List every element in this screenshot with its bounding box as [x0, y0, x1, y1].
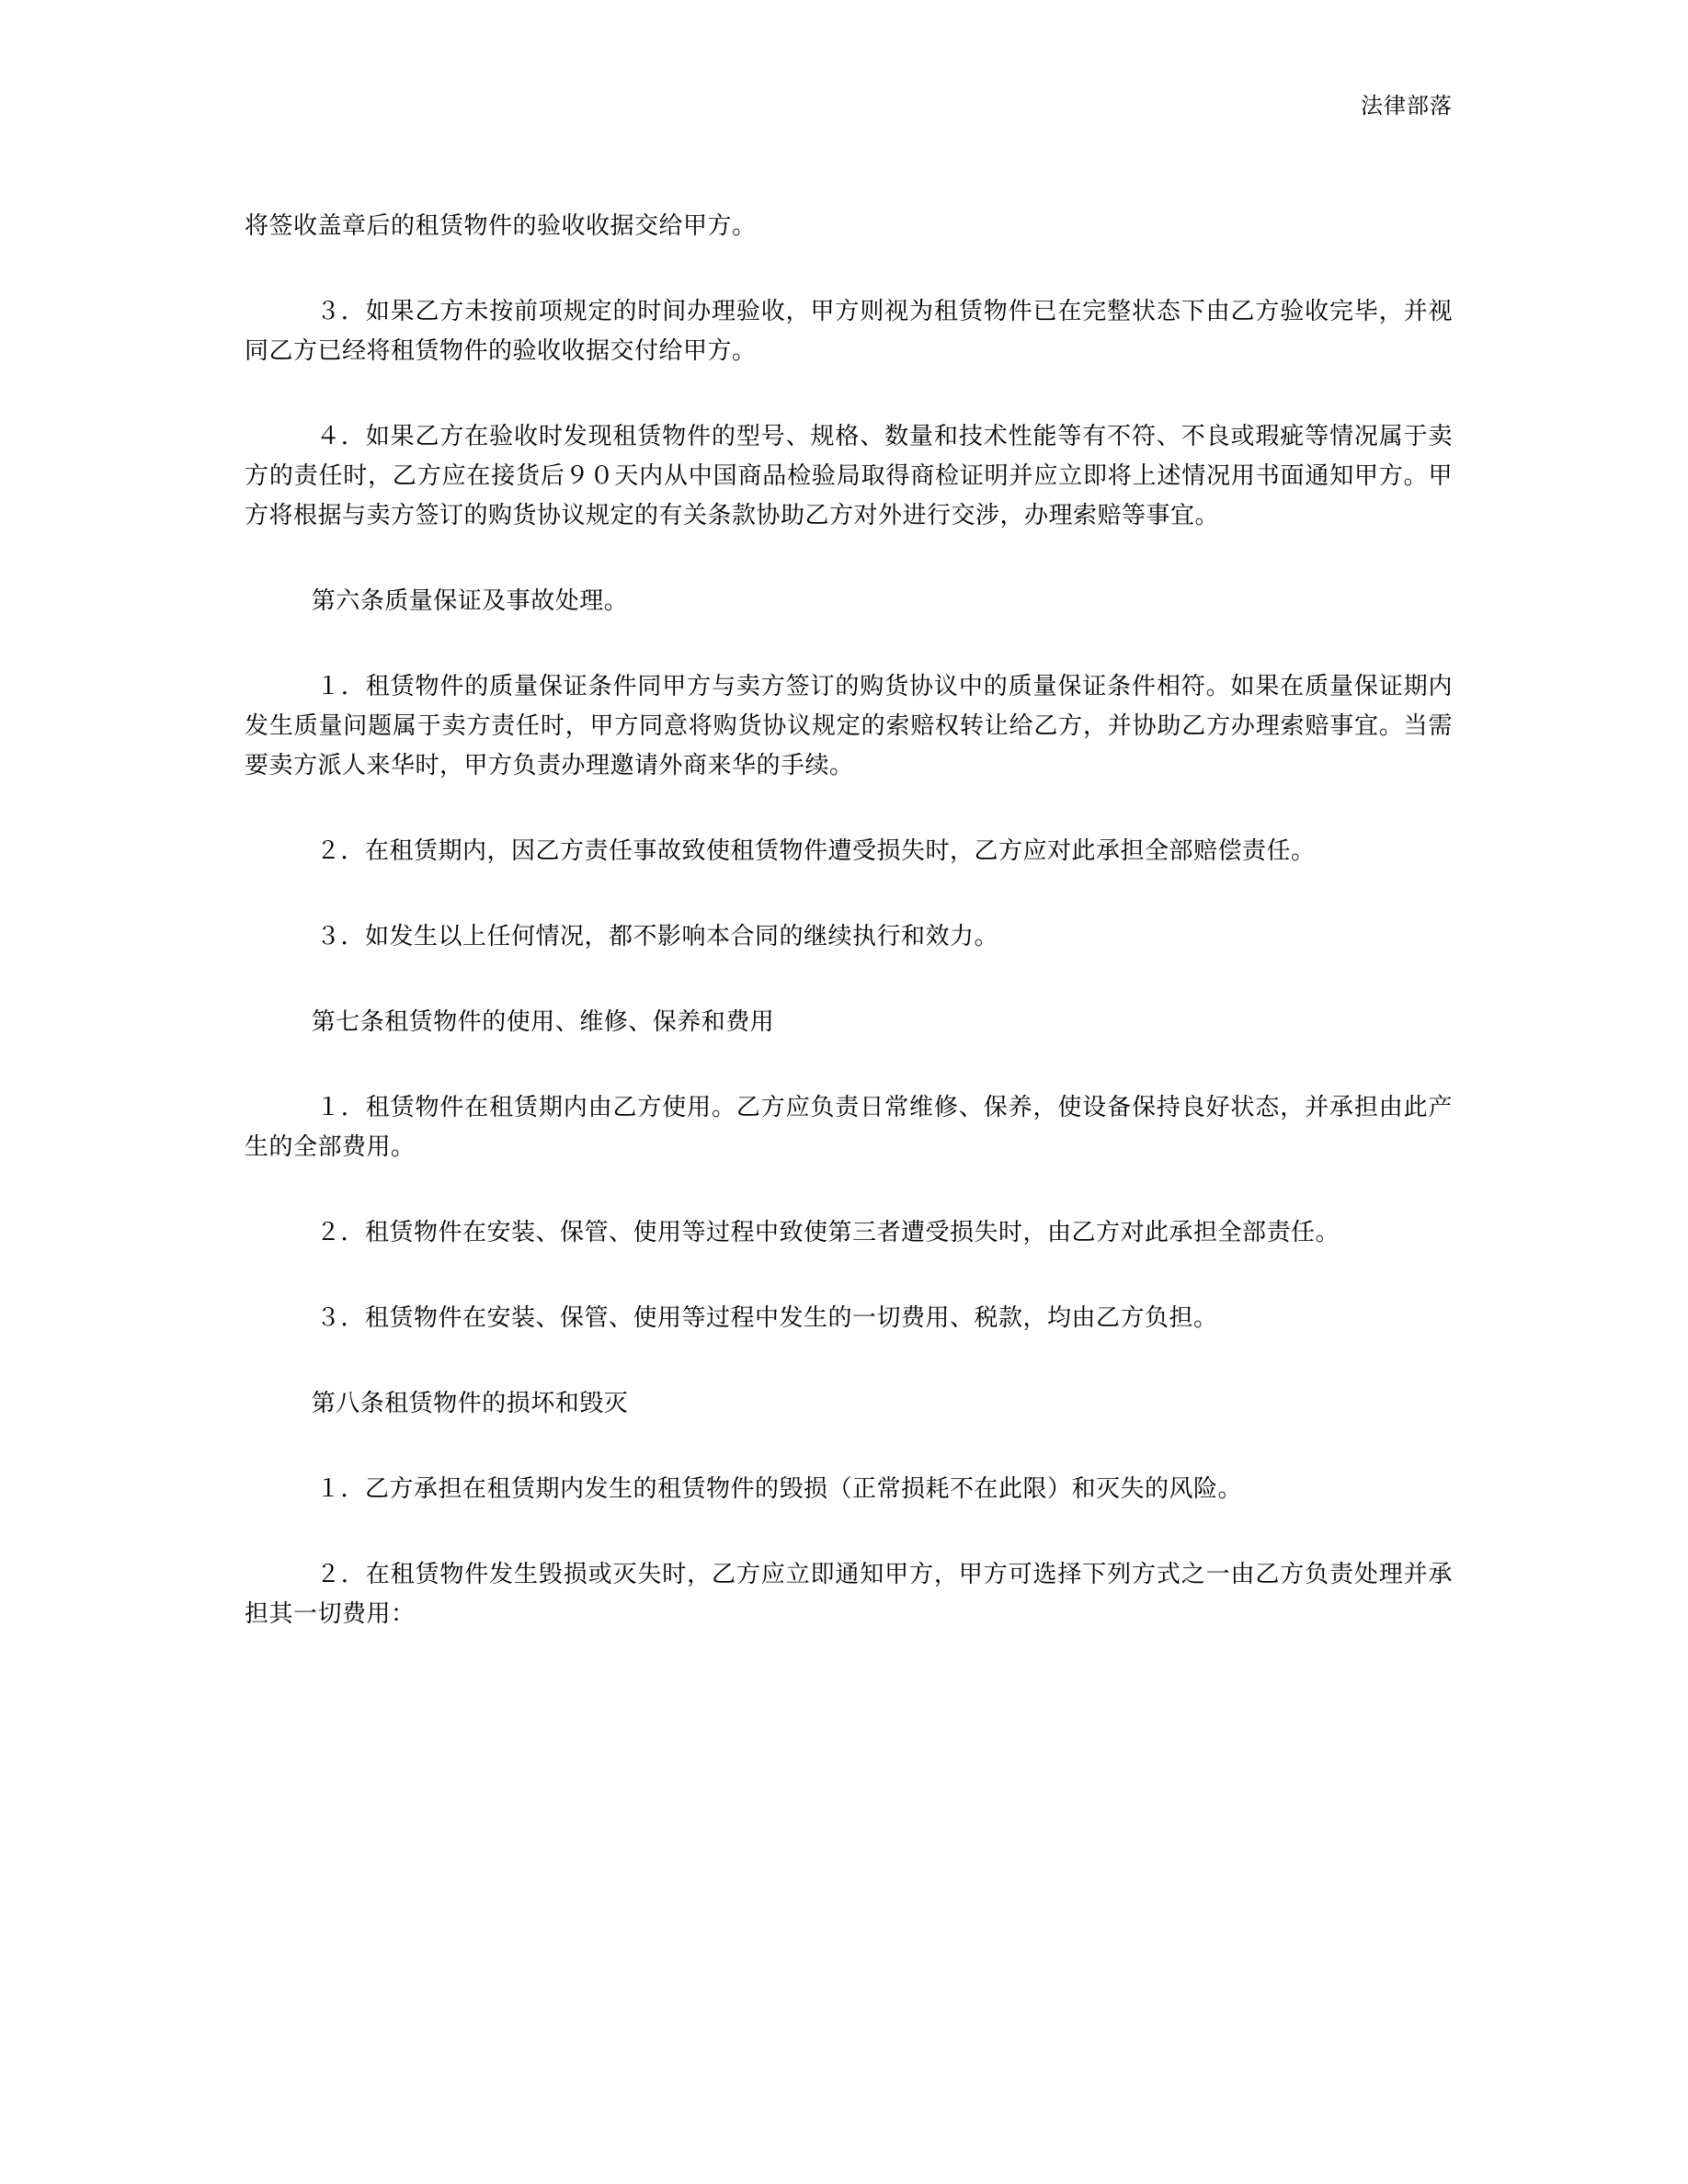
paragraph: １．租赁物件在租赁期内由乙方使用。乙方应负责日常维修、保养，使设备保持良好状态，并承担由此产生的全部费用。 [245, 1094, 1453, 1160]
paragraph: ２．租赁物件在安装、保管、使用等过程中致使第三者遭受损失时，由乙方对此承担全部责任。 [316, 1219, 1340, 1246]
paragraph: １．乙方承担在租赁期内发生的租赁物件的毁损（正常损耗不在此限）和灭失的风险。 [316, 1475, 1243, 1502]
section-heading: 第六条质量保证及事故处理。 [311, 587, 629, 614]
paragraph: 将签收盖章后的租赁物件的验收收据交给甲方。 [245, 212, 757, 239]
paragraph: ４．如果乙方在验收时发现租赁物件的型号、规格、数量和技术性能等有不符、不良或瑕疵等情况属于卖方的责任时，乙方应在接货后９０天内从中国商品检验局取得商检证明并应立即将上述情况用书面通知甲方。甲方将根据与卖方签订的购货协议规定的有关条款协助乙方对外进行交涉，办理索赔等事宜。 [245, 423, 1453, 529]
paragraph: ２．在租赁期内，因乙方责任事故致使租赁物件遭受损失时，乙方应对此承担全部赔偿责任。 [316, 837, 1316, 864]
document-body [245, 206, 1453, 1633]
paragraph: １．租赁物件的质量保证条件同甲方与卖方签订的购货协议中的质量保证条件相符。如果在质量保证期内发生质量问题属于卖方责任时，甲方同意将购货协议规定的索赔权转让给乙方，并协助乙方办理索赔事宜。当需要卖方派人来华时，甲方负责办理邀请外商来华的手续。 [245, 673, 1453, 779]
section-heading: 第八条租赁物件的损坏和毁灭 [311, 1390, 629, 1416]
paragraph: ３．租赁物件在安装、保管、使用等过程中发生的一切费用、税款，均由乙方负担。 [316, 1304, 1218, 1331]
paragraph: ３．如发生以上任何情况，都不影响本合同的继续执行和效力。 [316, 923, 999, 950]
section-heading: 第七条租赁物件的使用、维修、保养和费用 [311, 1008, 775, 1035]
site-watermark: 法律部落 [1361, 95, 1453, 119]
paragraph: ２．在租赁物件发生毁损或灭失时，乙方应立即通知甲方，甲方可选择下列方式之一由乙方负责处理并承担其一切费用： [245, 1561, 1453, 1627]
paragraph: ３．如果乙方未按前项规定的时间办理验收，甲方则视为租赁物件已在完整状态下由乙方验收完毕，并视同乙方已经将租赁物件的验收收据交付给甲方。 [245, 298, 1453, 364]
